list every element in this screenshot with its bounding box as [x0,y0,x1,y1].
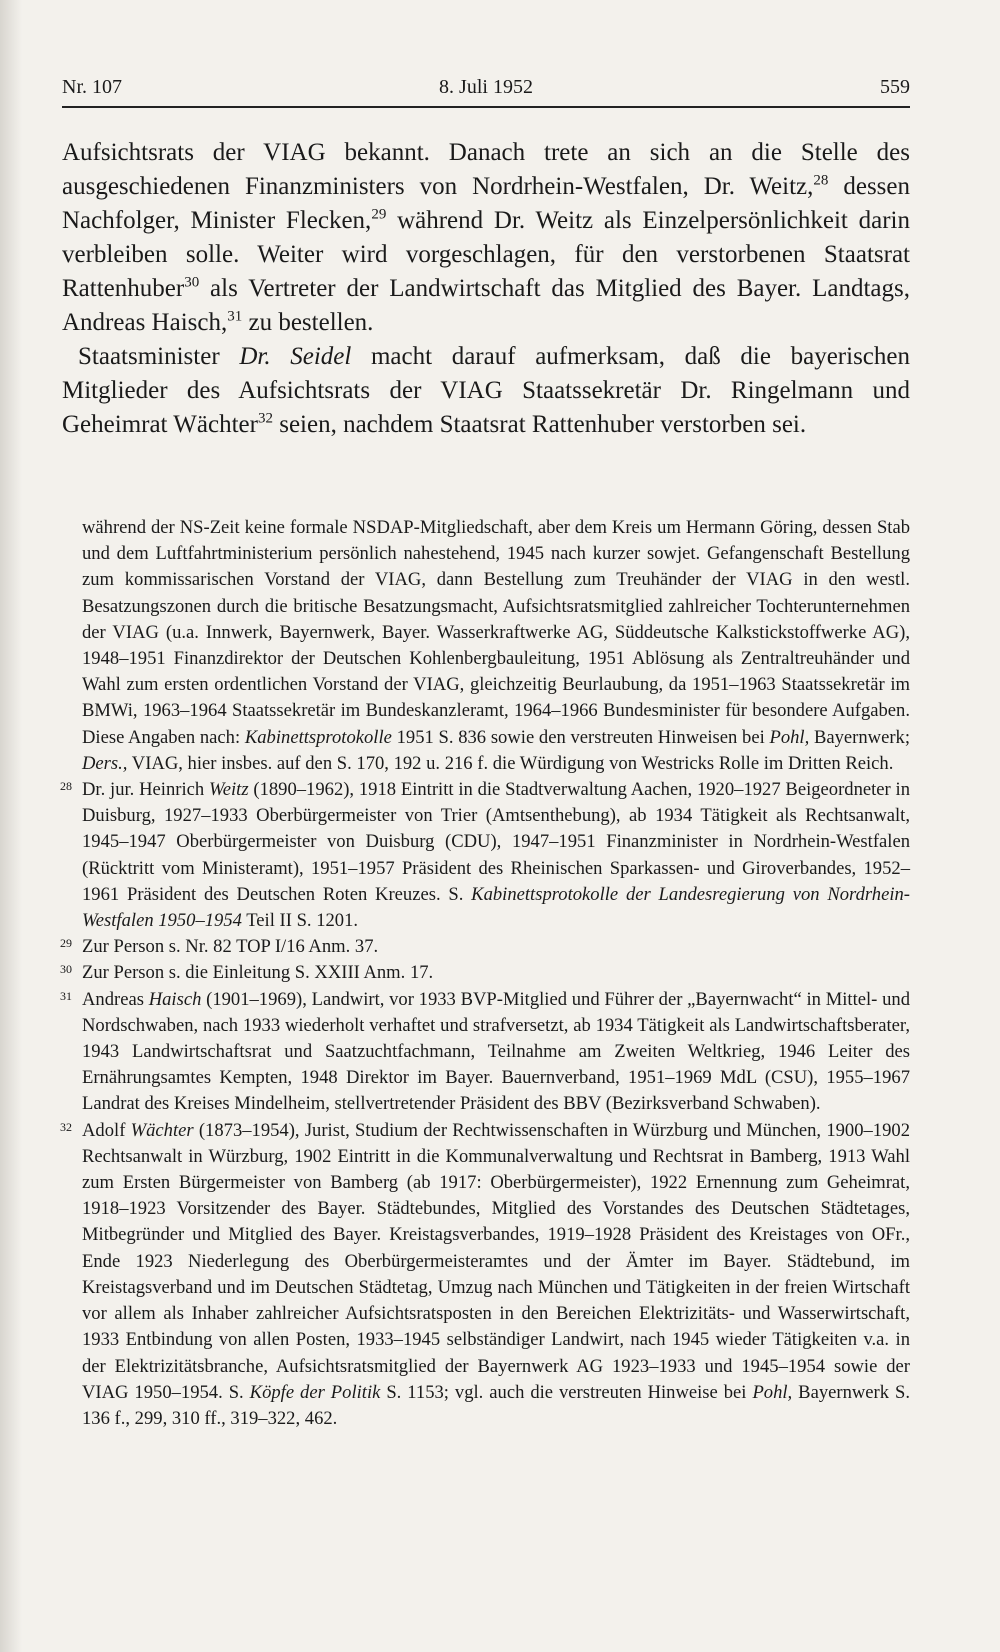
footnote-ref-31: 31 [227,308,243,325]
main-text [62,136,910,442]
footnote-28: 28 Dr. jur. Heinrich Weitz (1890–1962), 1918 Eintritt in die Stadtverwaltung Aachen, 1920–1927 Beigeordneter in Duisburg, 1927–1933 Oberbürgermeister von Trier (Amtsenthebung), ab 1934 Tätigkeit als Rechtsanwalt, 1945–1947 Oberbürgermeister von Duisburg (CDU), 1947–1951 Finanzminister in Nordrhein-Westfalen (Rücktritt vom Ministeramt), 1951–1957 Präsident des Rheinischen Sparkassen- und Giroverbandes, 1952–1961 Präsident des Deutschen Roten Kreuzes. S. Kabinettsprotokolle der Landesregierung von Nordrhein-Westfalen 1950–1954 Teil II S. 1201. [62,777,910,934]
header-date: 8. Juli 1952 [439,76,533,98]
document-number: Nr. 107 [62,76,122,98]
footnote-number: 30 [60,962,72,977]
footnote-number: 29 [60,936,72,951]
footnote-number: 31 [60,988,72,1003]
footnote-number: 28 [60,779,72,794]
footnotes-section [62,515,910,1432]
footnote-31: 31 Andreas Haisch (1901–1969), Landwirt, vor 1933 BVP-Mitglied und Führer der „Bayernwacht“ in Mittel- und Nordschwaben, nach 1933 wiederholt verhaftet und strafversetzt, ab 1934 Tätigkeit als Landwirtschaftsberater, 1943 Landwirtschaftsrat und Saatzuchtfachmann, Teilnahme am Zweiten Weltkrieg, 1946 Leiter des Ernährungsamtes Kempten, 1948 Direktor im Bayer. Bauernverband, 1951–1969 MdL (CSU), 1955–1967 Landrat des Kreises Mindelheim, stellvertretender Präsident des BBV (Bezirksverband Schwaben). [62,987,910,1118]
page-number: 559 [880,76,910,98]
footnote-ref-30: 30 [184,274,200,291]
footnote-29: 29 Zur Person s. Nr. 82 TOP I/16 Anm. 37. [62,934,910,960]
footnote-ref-28: 28 [813,172,829,189]
footnote-32: 32 Adolf Wächter (1873–1954), Jurist, Studium der Rechtwissenschaften in Würzburg und München, 1900–1902 Rechtsanwalt in Würzburg, 1902 Eintritt in die Kommunalverwaltung und Rechtsrat in Bamberg, 1913 Wahl zum Ersten Bürgermeister von Bamberg (ab 1917: Oberbürgermeister), 1922 Ernennung zum Geheimrat, 1918–1923 Vorsitzender des Bayer. Städtebundes, Mitglied des Vorstandes des Deutschen Städtetages, Mitbegründer und Mitglied des Bayer. Kreistagsverbandes, 1919–1928 Präsident des Kreistages von OFr., Ende 1923 Niederlegung des Oberbürgermeisteramtes und der Ämter im Bayer. Städtebund, im Kreistagsverband und im Deutschen Städtetag, Umzug nach München und Tätigkeiten in der freien Wirtschaft vor allem als Inhaber zahlreicher Aufsichtsratsposten in den Bereichen Elektrizitäts- und Wasserwirtschaft, 1933 Entbindung von allen Posten, 1933–1945 selbständiger Landwirt, nach 1945 wieder Tätigkeiten v.a. in der Elektrizitätsbranche, Aufsichtsratsmitglied der Bayernwerk AG 1923–1933 und 1945–1954 sowie der VIAG 1950–1954. S. Köpfe der Politik S. 1153; vgl. auch die verstreuten Hinweise bei Pohl, Bayernwerk S. 136 f., 299, 310 ff., 319–322, 462. [62,1118,910,1432]
paragraph-1: Aufsichtsrats der VIAG bekannt. Danach trete an sich an die Stelle des ausgeschiedenen Finanzministers von Nordrhein-Westfalen, Dr. Weitz,$^{28}$ dessen Nachfolger, Minister Flecken,$^{29}$ während Dr. Weitz als Einzelpersönlichkeit darin verbleiben solle. Weiter wird vorgeschlagen, für den verstorbenen Staatsrat Rattenhuber$^{30}$ als Vertreter der Landwirtschaft das Mitglied des Bayer. Landtags, Andreas Haisch,$^{31}$ zu bestellen. [62,139,911,336]
footnote-ref-32: 32 [257,410,273,427]
footnote-ref-29: 29 [371,206,387,223]
footnote-30: 30 Zur Person s. die Einleitung S. XXIII Anm. 17. [62,960,910,986]
speaker-name: Dr. Seidel [239,343,352,370]
header-rule [62,106,910,108]
running-header [62,76,910,106]
footnote-number: 32 [60,1119,72,1134]
footnote-continuation: während der NS-Zeit keine formale NSDAP-Mitgliedschaft, aber dem Kreis um Hermann Göring, dessen Stab und dem Luftfahrtministerium persönlich nahestehend, 1945 nach kurzer sowjet. Gefangenschaft Bestellung zum kommissarischen Vorstand der VIAG, dann Bestellung zum Treuhänder der VIAG in den westl. Besatzungszonen durch die britische Besatzungsmacht, Aufsichtsratsmitglied zahlreicher Tochterunternehmen der VIAG (u.a. Innwerk, Bayernwerk, Bayer. Wasserkraftwerke AG, Süddeutsche Kalkstickstoffwerke AG), 1948–1951 Finanzdirektor der Deutschen Kohlenbergbauleitung, 1951 Ablösung als Zentraltreuhänder und Wahl zum ersten ordentlichen Vorstand der VIAG, gleichzeitig Beurlaubung, da 1951–1963 Staatssekretär im BMWi, 1963–1964 Staatssekretär im Bundeskanzleramt, 1964–1966 Bundesminister für besondere Aufgaben. Diese Angaben nach: Kabinettsprotokolle 1951 S. 836 sowie den verstreuten Hinweisen bei Pohl, Bayernwerk; Ders., VIAG, hier insbes. auf den S. 170, 192 u. 216 f. die Würdigung von Westricks Rolle im Dritten Reich. [82,517,911,774]
paragraph-2: Staatsminister Dr. Seidel macht darauf aufmerksam, daß die bayerischen Mitglieder des Aufsichtsrats der VIAG Staatssekretär Dr. Ringelmann und Geheimrat Wächter$^{32}$ seien, nachdem Staatsrat Rattenhuber verstorben sei. [62,343,910,438]
page-edge-shadow [0,0,22,1652]
